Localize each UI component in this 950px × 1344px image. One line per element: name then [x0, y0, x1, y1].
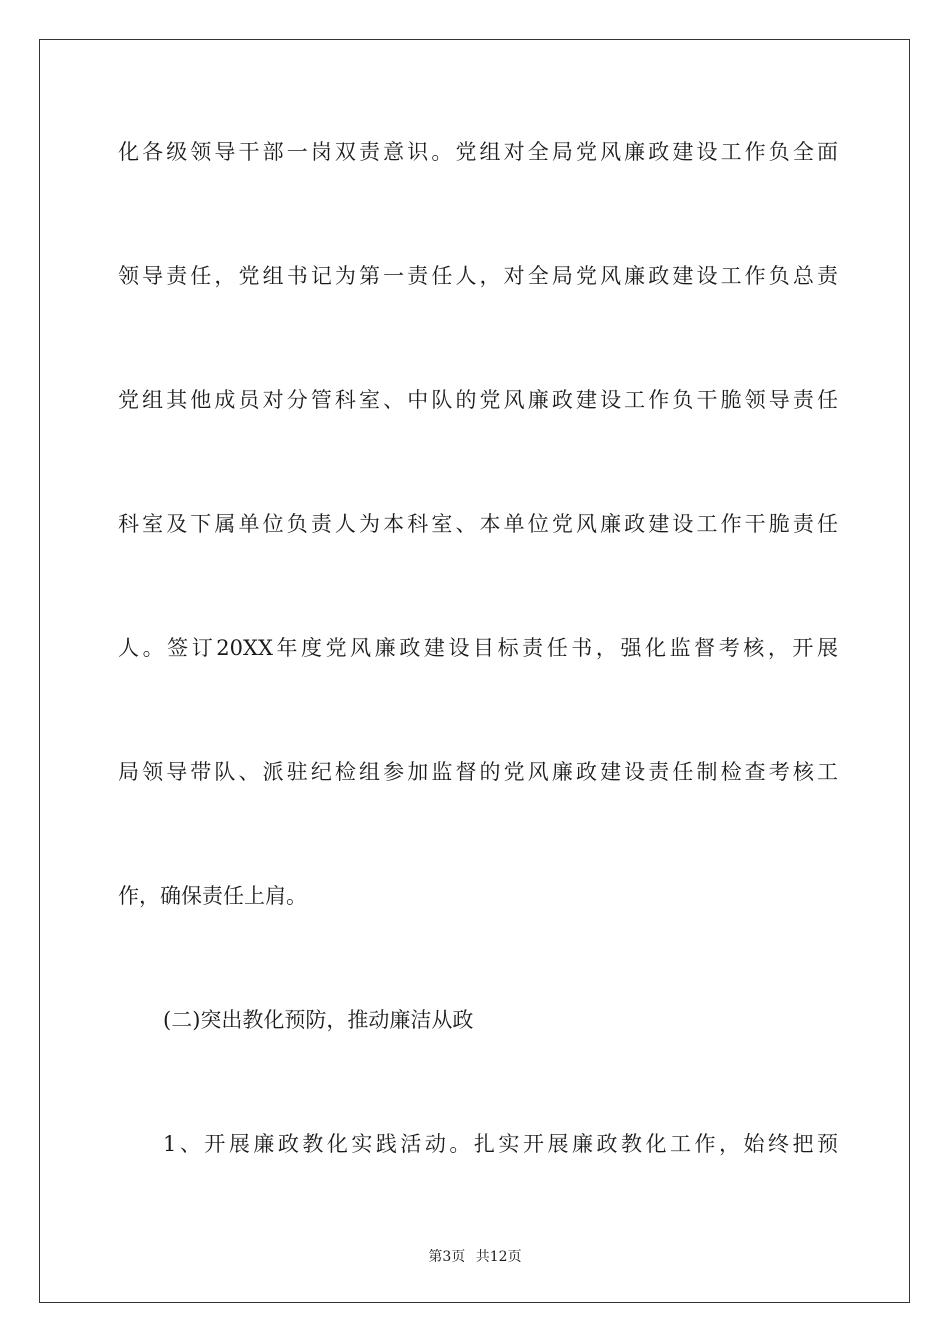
- page-footer: [0, 1248, 950, 1266]
- page-total: 共12页: [475, 1249, 522, 1265]
- text-line-6: 局领导带队、派驻纪检组参加监督的党风廉政建设责任制检查考核工: [118, 760, 838, 784]
- text-line-2: 领导责任，党组书记为第一责任人，对全局党风廉政建设工作负总责: [118, 264, 838, 288]
- text-line-5: 人。签订20XX年度党风廉政建设目标责任书，强化监督考核，开展: [118, 636, 838, 660]
- text-line-4: 科室及下属单位负责人为本科室、本单位党风廉政建设工作干脆责任: [118, 512, 838, 536]
- text-line-9: 1、开展廉政教化实践活动。扎实开展廉政教化工作，始终把预: [163, 1132, 838, 1156]
- section-heading: (二)突出教化预防，推动廉洁从政: [163, 1008, 474, 1032]
- text-line-1: 化各级领导干部一岗双责意识。党组对全局党风廉政建设工作负全面: [118, 140, 838, 164]
- text-line-3: 党组其他成员对分管科室、中队的党风廉政建设工作负干脆领导责任: [118, 388, 838, 412]
- page-number: 第3页: [428, 1249, 466, 1265]
- text-line-7: 作，确保责任上肩。: [118, 884, 307, 908]
- page-border: [39, 39, 910, 1303]
